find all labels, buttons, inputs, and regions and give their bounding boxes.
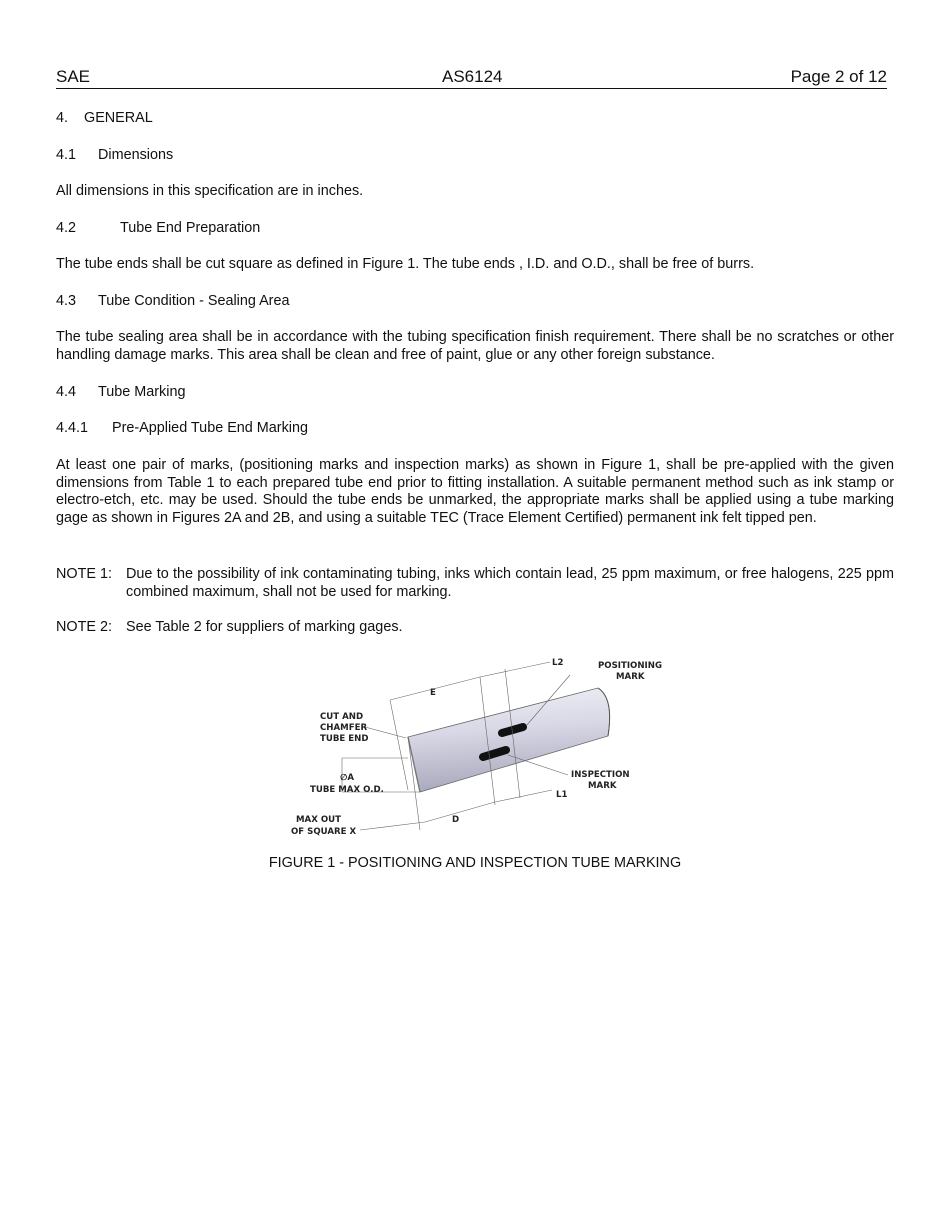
label-chamfer: CHAMFER	[320, 723, 368, 733]
section-4-2-text: The tube ends shall be cut square as defined in Figure 1. The tube ends , I.D. and O.D., shall be free of burrs.	[56, 256, 755, 272]
label-inspection: INSPECTION	[571, 770, 630, 780]
section-4-2-heading	[56, 220, 260, 238]
label-of-square: OF SQUARE X	[291, 827, 357, 837]
section-title: Tube Condition - Sealing Area	[98, 293, 290, 309]
section-title: Tube End Preparation	[120, 220, 261, 236]
label-e: E	[430, 688, 436, 698]
section-number: 4.4	[56, 384, 77, 400]
label-max-out: MAX OUT	[296, 815, 341, 825]
note-2	[56, 619, 894, 637]
section-4-3-text: The tube sealing area shall be in accordance with the tubing specification finish requirement. There shall be no scratches or other handling damage marks. This area shall be clean and free of paint, glue or any other foreign substance.	[56, 329, 894, 363]
header-doc-number: AS6124	[442, 67, 503, 86]
section-title: Tube Marking	[98, 384, 186, 400]
tube-marking-diagram	[280, 650, 680, 845]
label-inspection-mark: MARK	[588, 781, 617, 791]
section-number: 4.1	[56, 147, 77, 163]
header-org: SAE	[56, 67, 91, 86]
label-l1: L1	[556, 790, 568, 800]
label-positioning-mark: MARK	[616, 672, 645, 682]
label-positioning: POSITIONING	[598, 661, 662, 671]
section-number: 4.3	[56, 293, 77, 309]
section-title: GENERAL	[84, 110, 153, 126]
figure-caption: FIGURE 1 - POSITIONING AND INSPECTION TUBE MARKING	[268, 855, 682, 871]
label-tube-max: TUBE MAX O.D.	[310, 785, 384, 795]
label-tube-end: TUBE END	[320, 734, 369, 744]
header-page-number: Page 2 of 12	[790, 67, 887, 86]
label-l2: L2	[552, 658, 564, 668]
section-4-3-heading	[56, 293, 289, 311]
section-4-1-text: All dimensions in this specification are in inches.	[56, 183, 364, 199]
note-label: NOTE 1:	[56, 566, 112, 582]
section-4-4-1-heading	[56, 420, 308, 438]
section-number: 4.	[56, 110, 69, 126]
label-dia-a: ∅A	[340, 773, 355, 783]
section-4-heading	[56, 110, 153, 128]
note-text: See Table 2 for suppliers of marking gages.	[126, 619, 403, 635]
note-label: NOTE 2:	[56, 619, 112, 635]
section-title: Pre-Applied Tube End Marking	[112, 420, 308, 436]
note-text: Due to the possibility of ink contaminating tubing, inks which contain lead, 25 ppm maximum, or free halogens, 225 ppm combined maximum, shall not be used for marking.	[126, 566, 894, 600]
section-number: 4.4.1	[56, 420, 89, 436]
page-header	[56, 66, 887, 89]
section-4-1-heading	[56, 147, 173, 165]
section-number: 4.2	[56, 220, 77, 236]
section-4-4-heading	[56, 384, 185, 402]
label-cut: CUT AND	[320, 712, 364, 722]
note-1	[56, 566, 894, 601]
figure-1	[280, 650, 680, 845]
label-d: D	[452, 815, 460, 825]
section-4-4-1-text: At least one pair of marks, (positioning marks and inspection marks) as shown in Figure 1, shall be pre-applied with the given dimensions from Table 1 to each prepared tube end prior to fitting installation. A suitable permanent method such as ink stamp or electro-etch, etc. may be used. Should the tube ends be unmarked, the appropriate marks shall be applied using a tube marking gage as shown in Figures 2A and 2B, and using a suitable TEC (Trace Element Certified) permanent ink felt tipped pen.	[56, 457, 894, 526]
section-title: Dimensions	[98, 147, 174, 163]
